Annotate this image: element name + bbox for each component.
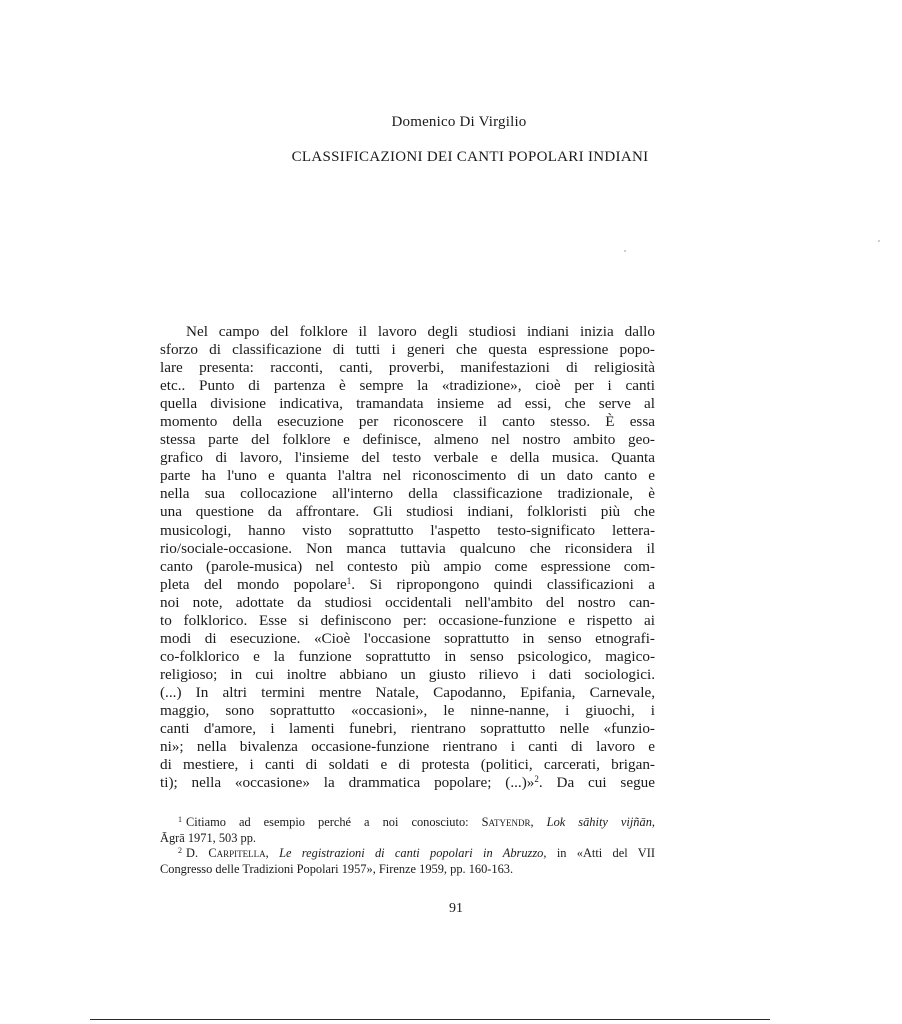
body-line: musicologi, hanno visto soprattutto l'aspetto testo-significato lettera-: [160, 521, 655, 539]
footnote-1-continuation: Āgrā 1971, 503 pp.: [160, 830, 257, 845]
footnote-ref-1: 1: [346, 575, 352, 586]
footnote-text: in «Atti del VII: [556, 846, 655, 860]
body-text: [160, 323, 655, 792]
body-line: canto (parole-musica) nel contesto più ampio come espressione com-: [160, 557, 655, 575]
body-line: Nel campo del folklore il lavoro degli studiosi indiani inizia dallo: [186, 323, 655, 340]
author-name: Domenico Di Virgilio: [391, 114, 527, 130]
body-line: co-folklorico e la funzione soprattutto in senso psicologico, magico-: [160, 647, 655, 665]
body-line: etc.. Punto di partenza è sempre la «tradizione», cioè per i canti: [160, 377, 655, 395]
body-line: maggio, sono soprattutto «occasioni», le ninne-nanne, i giuochi, i: [160, 701, 655, 719]
footnote-author: Satyendr,: [481, 815, 534, 829]
body-line: lare presenta: racconti, canti, proverbi, manifestazioni di religiosità: [160, 359, 655, 377]
body-line: ni»; nella bivalenza occasione-funzione rientrano i canti di lavoro e: [160, 738, 655, 756]
scan-speck: [624, 250, 626, 252]
footnote-2: [160, 846, 655, 862]
footnote-mark: 1: [178, 815, 182, 824]
footnote-mark: 2: [178, 846, 182, 855]
body-text-fragment: . Da cui segue: [538, 774, 656, 792]
scan-edge-line: [90, 1019, 770, 1020]
footnote-work-title: Le registrazioni di canti popolari in Abruzzo,: [279, 846, 547, 860]
body-line: quella divisione indicativa, tramandata insieme ad essi, che serve al: [160, 395, 655, 413]
scan-speck: [878, 240, 880, 242]
body-text-fragment: ti); nella «occasione» la drammatica popolare; (...)»: [160, 774, 535, 792]
body-line: grafico di lavoro, l'insieme del testo verbale e della musica. Quanta: [160, 449, 655, 467]
article-title: CLASSIFICAZIONI DEI CANTI POPOLARI INDIANI: [291, 149, 649, 165]
body-line: momento della esecuzione per riconoscere il canto stesso. È essa: [160, 413, 655, 431]
body-line: canti d'amore, i lamenti funebri, rientrano soprattutto nelle «funzio-: [160, 720, 655, 738]
footnote-text: Citiamo ad esempio perché a noi conosciuto:: [186, 815, 469, 829]
body-line: modi di esecuzione. «Cioè l'occasione soprattutto in senso etnografi-: [160, 629, 655, 647]
body-line: stessa parte del folklore e definisce, almeno nel nostro ambito geo-: [160, 431, 655, 449]
footnote-author: D. Carpitella,: [186, 846, 269, 860]
page-number: 91: [449, 901, 463, 916]
body-line: to folklorico. Esse si definiscono per: occasione-funzione e rispetto ai: [160, 611, 655, 629]
footnotes: [160, 815, 655, 877]
body-line-with-footnote: [160, 576, 655, 594]
body-line: noi note, adottate da studiosi occidentali nell'ambito del nostro can-: [160, 593, 655, 611]
body-line-with-footnote: [160, 774, 655, 792]
footnote-2-continuation: Congresso delle Tradizioni Popolari 1957», Firenze 1959, pp. 160-163.: [160, 861, 514, 876]
footnote-work-title: Lok sāhity vijñān,: [546, 815, 655, 829]
body-line: di mestiere, i canti di soldati e di protesta (politici, carcerati, brigan-: [160, 756, 655, 774]
body-line: (...) In altri termini mentre Natale, Capodanno, Epifania, Carnevale,: [160, 683, 655, 701]
body-line: nella sua collocazione all'interno della classificazione tradizionale, è: [160, 485, 655, 503]
footnote-1: [160, 815, 655, 831]
footnote-ref-2: 2: [534, 774, 539, 785]
body-line: una questione da affrontare. Gli studiosi indiani, folkloristi più che: [160, 503, 655, 521]
body-text-fragment: pleta del mondo popolare: [160, 575, 347, 593]
body-line: rio/sociale-occasione. Non manca tuttavia qualcuno che riconsidera il: [160, 539, 655, 557]
body-line: sforzo di classificazione di tutti i generi che questa espressione popo-: [160, 341, 655, 359]
body-line: parte ha l'uno e quanta l'altra nel riconoscimento di un dato canto e: [160, 467, 655, 485]
body-text-fragment: . Si ripropongono quindi classificazioni a: [351, 575, 655, 593]
body-line: religioso; in cui inoltre abbiano un giusto rilievo i dati sociologici.: [160, 665, 655, 683]
